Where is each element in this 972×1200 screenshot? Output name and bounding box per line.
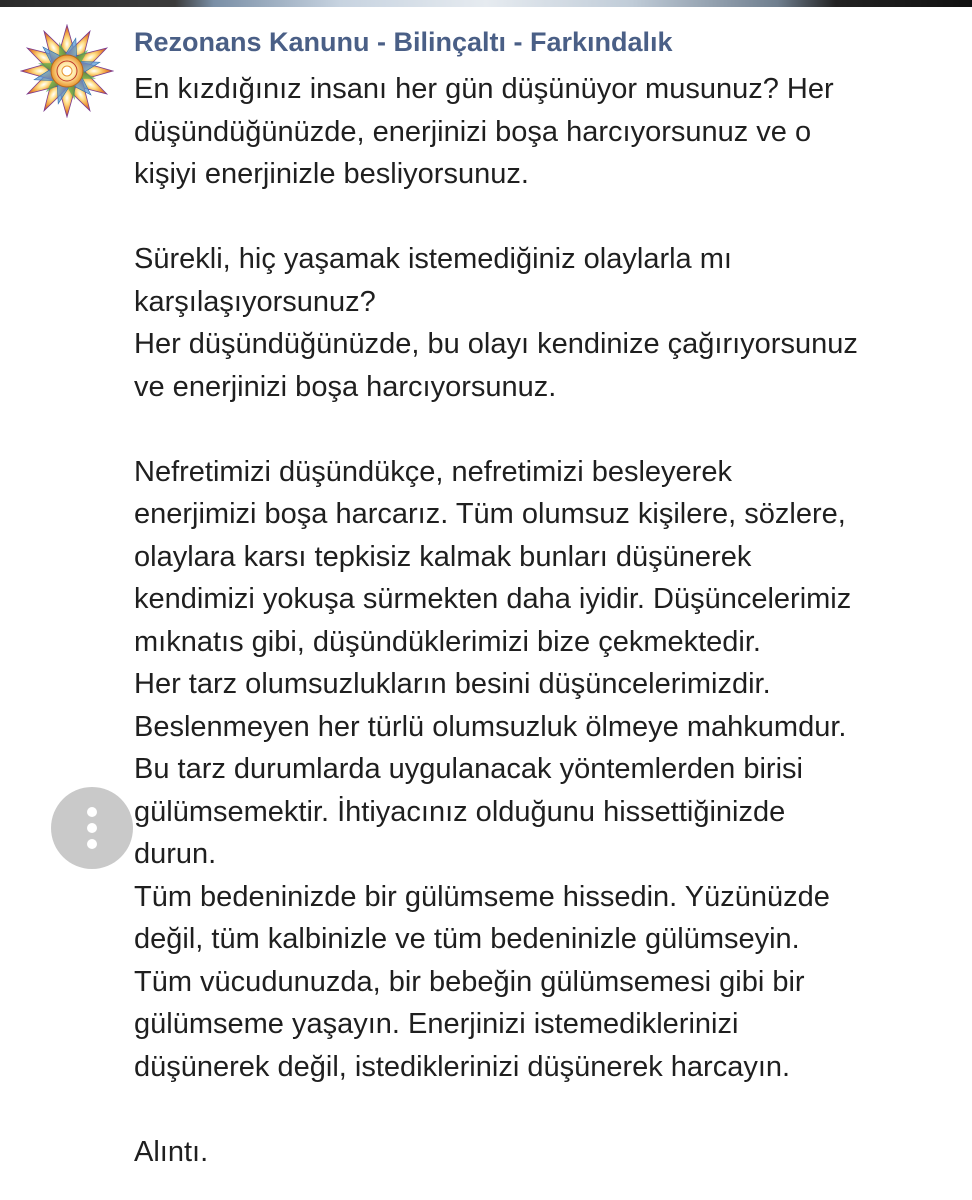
message-line: düşündüğünüzde, enerjinizi boşa harcıyorsunuz ve o [134,115,812,148]
message-line: olaylara karsı tepkisiz kalmak bunları düşünerek [134,540,752,573]
window-top-strip [0,0,972,7]
message-line: karşılaşıyorsunuz? [134,285,376,318]
message-line: kişiyi enerjinizle besliyorsunuz. [134,158,529,190]
message-line: En kızdığınız insanı her gün düşünüyor musunuz? Her [134,73,834,105]
message-line: düşünerek değil, istediklerinizi düşünerek harcayın. [134,1050,791,1083]
channel-name[interactable]: Rezonans Kanunu - Bilinçaltı - Farkındalık [134,27,673,57]
message-line: Her tarz olumsuzlukların besini düşüncelerimizdir. [134,668,771,700]
paragraph [134,1131,964,1174]
message-line: değil, tüm kalbinizle ve tüm bedeninizle gülümseyin. [134,923,800,955]
paragraph-gap [134,1088,964,1131]
message-line: Tüm bedeninizde bir gülümseme hissedin. Yüzünüzde [134,880,830,913]
message-line: Sürekli, hiç yaşamak istemediğiniz olaylarla mı [134,243,732,275]
message-line: ve enerjinizi boşa harcıyorsunuz. [134,370,557,403]
more-vertical-icon-dot [87,823,97,833]
more-options-button[interactable] [51,787,133,869]
paragraph-gap [134,196,964,239]
paragraph [134,451,964,1089]
more-vertical-icon-dot [87,839,97,849]
paragraph [134,68,964,196]
message-line: durun. [134,838,217,870]
channel-avatar[interactable] [20,24,114,118]
message-line: Tüm vücudunuzda, bir bebeğin gülümsemesi gibi bir [134,965,805,998]
message-line: gülümseme yaşayın. Enerjinizi istemediklerinizi [134,1008,739,1040]
message-body [134,68,964,1173]
paragraph-gap [134,408,964,451]
message-line: kendimizi yokuşa sürmekten daha iyidir. Düşüncelerimiz [134,583,852,615]
more-vertical-icon-dot [87,807,97,817]
message-line: enerjimizi boşa harcarız. Tüm olumsuz kişilere, sözlere, [134,498,846,530]
message-line: Beslenmeyen her türlü olumsuzluk ölmeye mahkumdur. [134,710,847,743]
message-line: Alıntı. [134,1135,209,1168]
message-line: Her düşündüğünüzde, bu olayı kendinize çağırıyorsunuz [134,328,858,360]
message-line: gülümsemektir. İhtiyacınız olduğunu hissettiğinizde [134,795,786,828]
paragraph [134,238,964,408]
message-line: Nefretimizi düşündükçe, nefretimizi besleyerek [134,455,732,488]
message-line: Bu tarz durumlarda uygulanacak yöntemlerden birisi [134,753,803,785]
message-line: mıknatıs gibi, düşündüklerimizi bize çekmektedir. [134,625,761,658]
mandala-logo-icon [20,24,114,118]
